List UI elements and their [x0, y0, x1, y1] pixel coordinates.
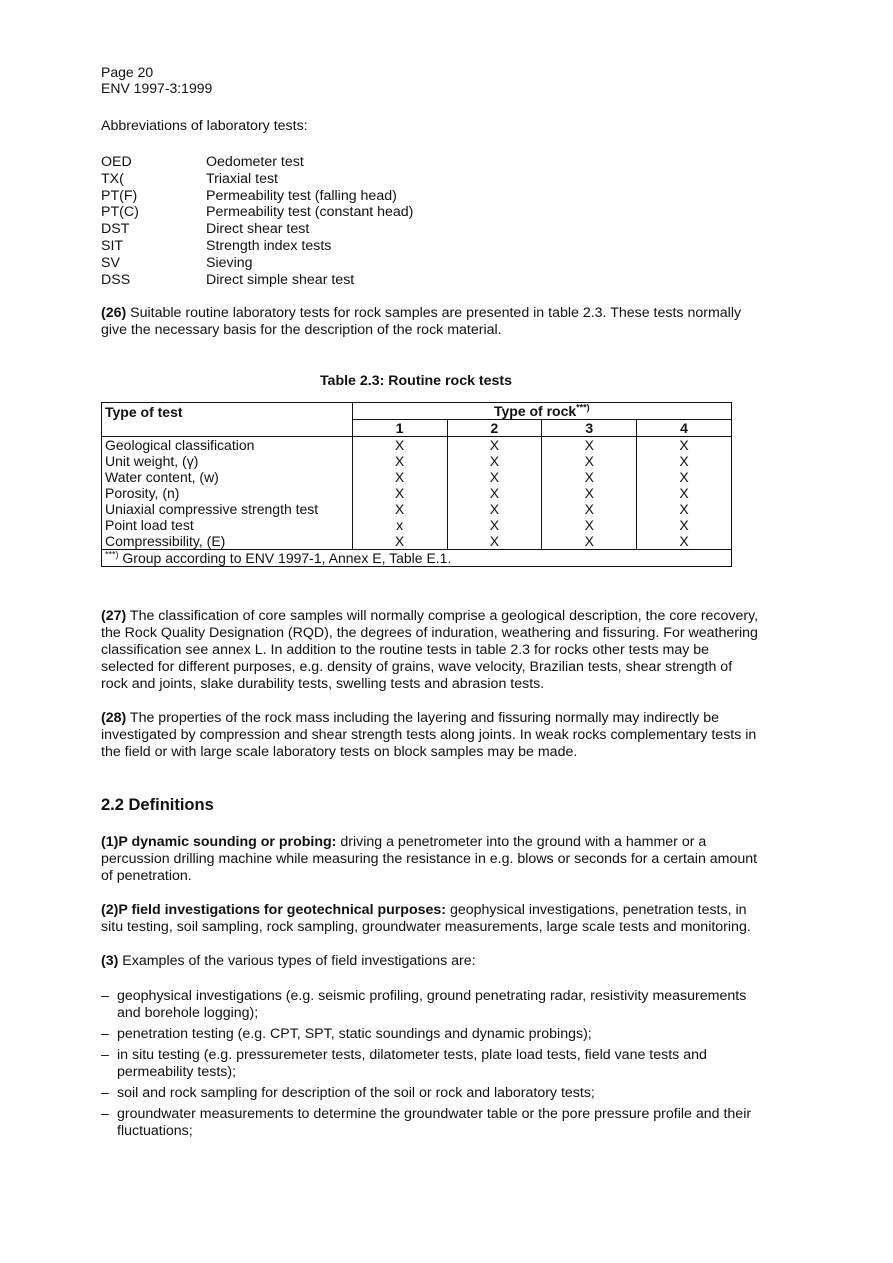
test-name: Uniaxial compressive strength test: [102, 501, 353, 517]
definition-term: (2)P field investigations for geotechnical purposes:: [101, 902, 447, 919]
abbreviation-row: [101, 171, 761, 188]
test-cell: X: [542, 453, 637, 469]
abbreviation-code: TX(: [101, 170, 124, 187]
test-cell: X: [352, 453, 447, 469]
header-type-of-test: Type of test: [102, 403, 353, 437]
test-cell: X: [352, 485, 447, 501]
table-row: [102, 437, 732, 454]
table-row: [102, 533, 732, 550]
definition-text: driving a penetrometer into the ground with a hammer or a percussion drilling machine while measuring the resistance in e.g. blows or seconds for a certain amount of penetration.: [101, 834, 758, 885]
definition-term: (1)P dynamic sounding or probing:: [101, 834, 337, 851]
rock-type-header: 2: [447, 420, 542, 437]
test-name: Compressibility, (E): [102, 533, 353, 550]
header-type-of-rock: [352, 403, 731, 420]
rock-type-header: 4: [637, 420, 732, 437]
table-footnote-row: [102, 550, 732, 567]
rock-tests-table: [101, 402, 732, 567]
abbreviation-desc: Permeability test (constant head): [206, 204, 414, 221]
test-cell: X: [637, 437, 732, 454]
test-name: Porosity, (n): [102, 485, 353, 501]
abbreviation-desc: Direct simple shear test: [206, 271, 355, 288]
test-cell: X: [637, 517, 732, 533]
test-cell: X: [542, 533, 637, 550]
test-cell: X: [637, 485, 732, 501]
section-title: 2.2 Definitions: [101, 796, 214, 815]
document-page: [101, 64, 761, 1144]
abbreviation-desc: Oedometer test: [206, 154, 304, 170]
table-row: [102, 485, 732, 501]
abbreviation-row: [101, 272, 761, 289]
test-cell: X: [447, 517, 542, 533]
definition-text: geophysical investigations, penetration tests, in situ testing, soil sampling, rock sampling, groundwater measurements, large scale tests and monitoring.: [101, 902, 751, 936]
paragraph-text: Suitable routine laboratory tests for rock samples are presented in table 2.3. These tests normally give the necessary basis for the description of the rock material.: [101, 305, 742, 339]
definition-1: [101, 834, 761, 885]
standard-id: ENV 1997-3:1999: [101, 80, 213, 96]
list-item: – penetration testing (e.g. CPT, SPT, static soundings and dynamic probings);: [101, 1026, 761, 1043]
footnote-mark: ***): [576, 402, 590, 413]
paragraph-number: (28): [101, 710, 127, 727]
paragraph-number: (26): [101, 305, 127, 322]
test-name: Geological classification: [102, 437, 353, 454]
list-item: – in situ testing (e.g. pressuremeter tests, dilatometer tests, plate load tests, field vane tests and permeability tests);: [101, 1047, 761, 1081]
table-row: [102, 453, 732, 469]
abbreviation-row: [101, 221, 761, 238]
abbreviation-desc: Permeability test (falling head): [206, 187, 397, 204]
test-cell: X: [352, 437, 447, 454]
test-cell: X: [447, 501, 542, 517]
test-name: Unit weight, (γ): [102, 453, 353, 469]
abbreviation-code: OED: [101, 154, 132, 170]
table-footnote: [102, 550, 732, 567]
abbreviation-desc: Triaxial test: [206, 170, 279, 187]
abbreviation-desc: Sieving: [206, 254, 253, 271]
test-cell: X: [447, 533, 542, 550]
abbreviation-row: [101, 255, 761, 272]
list-item: – soil and rock sampling for description of the soil or rock and laboratory tests;: [101, 1085, 761, 1102]
abbreviation-row: [101, 204, 761, 221]
abbreviation-row: [101, 188, 761, 205]
examples-list: [101, 988, 761, 1140]
footnote-mark: ***): [105, 549, 119, 560]
paragraph-26: [101, 305, 761, 339]
table-caption: Table 2.3: Routine rock tests: [319, 373, 513, 390]
table-row: [102, 501, 732, 517]
test-cell: X: [447, 485, 542, 501]
page-header: [101, 64, 761, 96]
test-name: Water content, (w): [102, 469, 353, 485]
abbreviations-list: [101, 154, 761, 288]
test-cell: X: [447, 469, 542, 485]
list-item: – geophysical investigations (e.g. seismic profiling, ground penetrating radar, resistivity measurements and borehole logging);: [101, 988, 761, 1022]
list-item: – groundwater measurements to determine the groundwater table or the pore pressure profile and their fluctuations;: [101, 1106, 761, 1140]
test-cell: X: [352, 501, 447, 517]
abbreviation-row: [101, 238, 761, 255]
abbreviation-row: [101, 154, 761, 171]
paragraph-text: The properties of the rock mass including the layering and fissuring normally may indirectly be investigated by compression and shear strength tests along joints. In weak rocks complementary tests in the field or with large scale laboratory tests on block samples may be made.: [101, 710, 757, 761]
paragraph-number: (27): [101, 608, 127, 625]
footnote-text: Group according to ENV 1997-1, Annex E, Table E.1.: [118, 550, 452, 567]
definition-2: [101, 902, 761, 936]
test-cell: X: [352, 469, 447, 485]
test-cell: x: [352, 517, 447, 533]
test-name: Point load test: [102, 517, 353, 533]
abbreviation-code: SV: [101, 254, 120, 271]
rock-type-header: 3: [542, 420, 637, 437]
test-cell: X: [637, 469, 732, 485]
test-cell: X: [542, 501, 637, 517]
test-cell: X: [542, 437, 637, 454]
abbreviation-desc: Direct shear test: [206, 221, 310, 238]
page-number: Page 20: [101, 64, 154, 80]
abbreviation-code: DST: [101, 221, 130, 238]
table-header-row: [102, 403, 732, 420]
abbreviation-code: PT(F): [101, 187, 138, 204]
test-cell: X: [542, 485, 637, 501]
table-row: [102, 469, 732, 485]
table-row: [102, 517, 732, 533]
rock-type-header: 1: [352, 420, 447, 437]
test-cell: X: [447, 437, 542, 454]
test-cell: X: [637, 501, 732, 517]
header-type-of-rock-label: Type of rock: [493, 403, 577, 420]
paragraph-text: The classification of core samples will normally comprise a geological description, the core recovery, the Rock Quality Designation (RQD), the degrees of induration, weathering and fissuring. For weathering classification see annex L. In addition to the routine tests in table 2.3 for rocks other tests may be selected for different purposes, e.g. density of grains, wave velocity, Brazilian tests, shear strength of rock and joints, slake durability tests, swelling tests and abrasion tests.: [101, 608, 759, 693]
paragraph-28: [101, 710, 761, 761]
paragraph-number: (3): [101, 953, 119, 970]
abbreviation-desc: Strength index tests: [206, 237, 332, 254]
abbreviation-code: PT(C): [101, 204, 139, 221]
test-cell: X: [542, 517, 637, 533]
abbreviations-title: Abbreviations of laboratory tests:: [101, 118, 308, 134]
test-cell: X: [447, 453, 542, 469]
test-cell: X: [637, 453, 732, 469]
test-cell: X: [637, 533, 732, 550]
test-cell: X: [542, 469, 637, 485]
abbreviation-code: DSS: [101, 271, 131, 288]
abbreviation-code: SIT: [101, 237, 124, 254]
paragraph-27: [101, 608, 761, 693]
definition-3: [101, 953, 761, 970]
paragraph-text: Examples of the various types of field investigations are:: [118, 953, 476, 970]
test-cell: X: [352, 533, 447, 550]
